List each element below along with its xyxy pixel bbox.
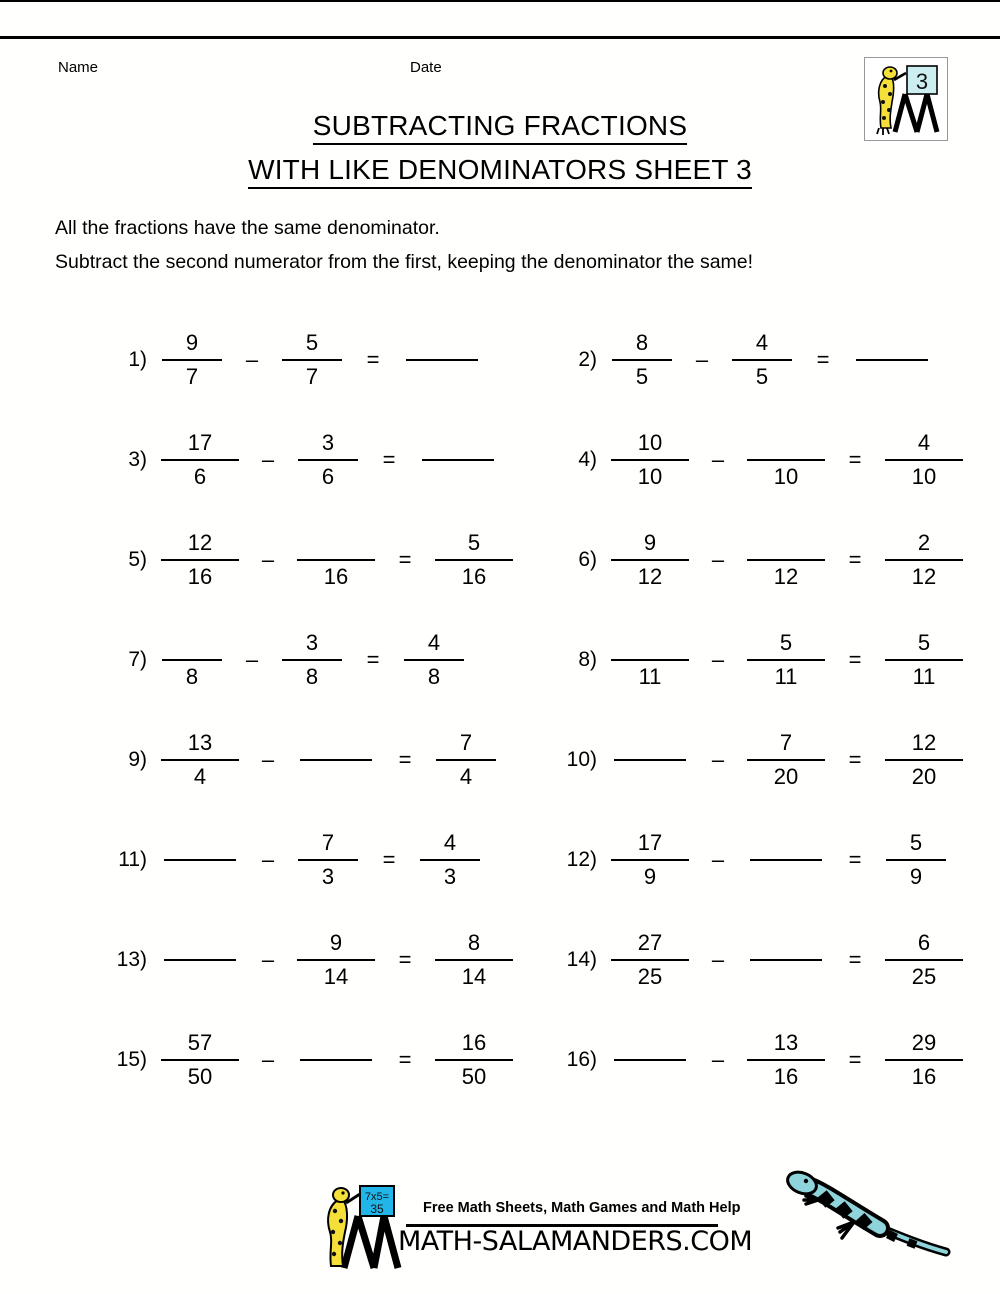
fraction-first-bar [161,559,239,561]
fraction-first-numerator: 9 [185,330,199,355]
fraction-first-bar [161,759,239,761]
problem-number: 14) [566,948,597,971]
fraction-answer [415,828,485,892]
fraction-second-bar [300,759,372,761]
fraction-first-denominator: 10 [637,464,663,489]
fraction-answer [881,728,967,792]
equals-operator: = [848,1047,862,1072]
fraction-second-bar [298,459,358,461]
problem-15 [95,1010,521,1110]
minus-operator: – [261,547,275,572]
minus-operator: – [711,947,725,972]
fraction-second [277,328,347,392]
fraction-first-numerator: 8 [635,330,649,355]
fraction-first [607,428,693,492]
fraction-answer [881,428,967,492]
equals-operator: = [398,1047,412,1072]
fraction-second-bar [297,959,375,961]
fraction-answer-numerator: 2 [917,530,931,555]
fraction-answer-denominator: 14 [461,964,487,989]
fraction-second-denominator: 10 [773,464,799,489]
fraction-first-denominator: 5 [635,364,649,389]
fraction-second [743,628,829,692]
fraction-answer-denominator: 25 [911,964,937,989]
fraction-first-bar [161,459,239,461]
fraction-answer-denominator: 3 [443,864,457,889]
fraction-first-blank[interactable] [157,828,243,892]
fraction-second-denominator: 8 [305,664,319,689]
fraction-answer-blank[interactable] [399,328,485,392]
equals-operator: = [366,347,380,372]
fraction-answer-bar [885,659,963,661]
fraction-second [293,828,363,892]
problem-5 [95,510,521,610]
fraction-second-numerator: 5 [779,630,793,655]
salamander-chalkboard-icon [865,58,947,140]
equals-operator: = [382,847,396,872]
fraction-answer-blank[interactable] [849,328,935,392]
page-title [0,104,1000,192]
minus-operator: – [245,347,259,372]
problem-number: 9) [128,748,147,771]
fraction-answer-denominator: 16 [461,564,487,589]
problem-number: 3) [128,448,147,471]
fraction-first-bar [162,659,222,661]
svg-text:3: 3 [915,69,929,94]
instructions [55,211,955,279]
fraction-answer-bar [885,959,963,961]
fraction-first-bar [162,359,222,361]
fraction-answer-bar [885,759,963,761]
instruction-line-1: All the fractions have the same denominator. [55,217,440,239]
fraction-answer-numerator: 4 [443,830,457,855]
fraction-first [607,328,677,392]
fraction-second-bar [750,859,822,861]
problem-row [0,810,1000,910]
fraction-second-numerator: 7 [779,730,793,755]
fraction-first-numerator: 17 [637,830,663,855]
problem-number: 6) [578,548,597,571]
problem-row [0,610,1000,710]
minus-operator: – [711,547,725,572]
fraction-first-denominator: 7 [185,364,199,389]
fraction-second-numerator: 4 [755,330,769,355]
problem-number: 13) [116,948,147,971]
fraction-first [607,528,693,592]
problem-1 [95,310,489,410]
fraction-first-numerator: 27 [637,930,663,955]
fraction-second-denominator: 16 [323,564,349,589]
instruction-line-2: Subtract the second numerator from the first, keeping the denominator the same! [55,251,754,273]
fraction-answer-denominator: 8 [427,664,441,689]
equals-operator: = [848,547,862,572]
footer-tagline: Free Math Sheets, Math Games and Math Help [423,1200,741,1216]
problem-10 [545,710,971,810]
decorative-salamander-icon [780,1162,960,1272]
fraction-second-bar [298,859,358,861]
fraction-first-denominator: 16 [187,564,213,589]
fraction-answer [431,1028,517,1092]
fraction-first[interactable] [157,628,227,692]
fraction-second-denominator: 14 [323,964,349,989]
fraction-answer-denominator: 50 [461,1064,487,1089]
problem-number: 12) [566,848,597,871]
fraction-second-denominator: 12 [773,564,799,589]
fraction-answer-blank[interactable] [415,428,501,492]
fraction-second-bar [282,359,342,361]
fraction-answer-bar [886,859,946,861]
problem-row [0,510,1000,610]
fraction-answer-bar [420,859,480,861]
fraction-first-bar [611,859,689,861]
sheet-number-logo [864,57,948,141]
fraction-answer [431,728,501,792]
fraction-second-bar [282,659,342,661]
fraction-answer-bar [885,459,963,461]
problem-number: 16) [566,1048,597,1071]
fraction-second-blank[interactable] [293,1028,379,1092]
fraction-first [157,1028,243,1092]
fraction-first-denominator: 50 [187,1064,213,1089]
fraction-first-bar [611,459,689,461]
fraction-second[interactable] [743,528,829,592]
equals-operator: = [848,947,862,972]
fraction-second-bar [747,559,825,561]
fraction-answer-bar [435,959,513,961]
fraction-first-bar [612,359,672,361]
problem-12 [545,810,955,910]
problem-8 [545,610,971,710]
fraction-answer-bar [435,559,513,561]
math-salamanders-logo [318,1178,753,1270]
fraction-second-bar [750,959,822,961]
problem-row [0,310,1000,410]
fraction-answer-denominator: 9 [909,864,923,889]
equals-operator: = [848,847,862,872]
problem-row [0,910,1000,1010]
fraction-first-blank[interactable] [157,928,243,992]
minus-operator: – [261,447,275,472]
fraction-answer [431,928,517,992]
fraction-answer-bar [885,559,963,561]
problem-3 [95,410,505,510]
fraction-first-denominator: 12 [637,564,663,589]
page-top-border [0,0,1000,2]
minus-operator: – [711,447,725,472]
equals-operator: = [366,647,380,672]
fraction-answer-numerator: 5 [917,630,931,655]
fraction-answer [881,628,967,692]
fraction-first [157,528,243,592]
fraction-second-blank[interactable] [743,928,829,992]
problem-number: 5) [128,548,147,571]
problem-number: 11) [118,848,147,871]
problem-number: 7) [128,648,147,671]
problem-row [0,710,1000,810]
equals-operator: = [848,747,862,772]
fraction-second-blank[interactable] [743,828,829,892]
fraction-answer-denominator: 10 [911,464,937,489]
fraction-second [293,428,363,492]
problem-13 [95,910,521,1010]
fraction-answer-numerator: 4 [917,430,931,455]
equals-operator: = [398,747,412,772]
fraction-answer-numerator: 8 [467,930,481,955]
fraction-second[interactable] [743,428,829,492]
fraction-answer-numerator: 16 [461,1030,487,1055]
equals-operator: = [398,947,412,972]
fraction-first [607,928,693,992]
minus-operator: – [711,647,725,672]
fraction-first-blank[interactable] [607,1028,693,1092]
fraction-second-bar [297,559,375,561]
problem-9 [95,710,505,810]
fraction-answer-bar [856,359,928,361]
fraction-answer [431,528,517,592]
minus-operator: – [261,747,275,772]
minus-operator: – [261,847,275,872]
fraction-first-numerator: 13 [187,730,213,755]
problem-2 [545,310,939,410]
fraction-second-bar [300,1059,372,1061]
problem-6 [545,510,971,610]
problem-row [0,1010,1000,1110]
minus-operator: – [695,347,709,372]
problem-number: 4) [578,448,597,471]
fraction-second-bar [747,759,825,761]
fraction-first-bar [164,959,236,961]
fraction-first-numerator: 9 [643,530,657,555]
fraction-answer-denominator: 11 [912,664,936,689]
equals-operator: = [848,647,862,672]
fraction-second-numerator: 13 [773,1030,799,1055]
fraction-answer [399,628,469,692]
fraction-second[interactable] [293,528,379,592]
problem-14 [545,910,971,1010]
fraction-answer-numerator: 12 [911,730,937,755]
fraction-answer [881,928,967,992]
fraction-answer-numerator: 7 [459,730,473,755]
title-line-1: SUBTRACTING FRACTIONS [0,104,1000,148]
board-text-bottom: 35 [370,1202,384,1216]
equals-operator: = [848,447,862,472]
fraction-second [277,628,347,692]
minus-operator: – [245,647,259,672]
fraction-second [743,728,829,792]
fraction-second-blank[interactable] [293,728,379,792]
minus-operator: – [711,747,725,772]
fraction-first-blank[interactable] [607,728,693,792]
footer-url: MATH-SALAMANDERS.COM [398,1226,753,1257]
fraction-first-numerator: 57 [187,1030,213,1055]
fraction-first-denominator: 11 [638,664,662,689]
fraction-second-numerator: 3 [321,430,335,455]
problem-number: 2) [578,348,597,371]
problem-row [0,410,1000,510]
fraction-second-denominator: 20 [773,764,799,789]
fraction-answer-bar [436,759,496,761]
fraction-second-denominator: 3 [321,864,335,889]
fraction-first-numerator: 10 [637,430,663,455]
fraction-second-bar [747,659,825,661]
date-label: Date [410,59,442,76]
fraction-second [743,1028,829,1092]
fraction-first-denominator: 8 [185,664,199,689]
problem-grid [0,310,1000,1110]
board-text-top: 7x5= [364,1191,390,1203]
problem-number: 1) [128,348,147,371]
fraction-first [607,828,693,892]
fraction-second-bar [747,459,825,461]
fraction-answer-denominator: 12 [911,564,937,589]
problem-number: 10) [566,748,597,771]
fraction-second-bar [747,1059,825,1061]
minus-operator: – [711,847,725,872]
fraction-answer-numerator: 4 [427,630,441,655]
fraction-answer-bar [885,1059,963,1061]
fraction-first-bar [164,859,236,861]
title-line-2: WITH LIKE DENOMINATORS SHEET 3 [0,148,1000,192]
fraction-answer-numerator: 5 [467,530,481,555]
fraction-first[interactable] [607,628,693,692]
problem-number: 8) [578,648,597,671]
problem-11 [95,810,489,910]
fraction-first-bar [614,1059,686,1061]
fraction-second-denominator: 11 [774,664,798,689]
minus-operator: – [711,1047,725,1072]
fraction-answer-bar [422,459,494,461]
fraction-second-numerator: 7 [321,830,335,855]
fraction-second [293,928,379,992]
fraction-answer [881,828,951,892]
fraction-answer-bar [435,1059,513,1061]
fraction-answer-bar [404,659,464,661]
equals-operator: = [398,547,412,572]
equals-operator: = [816,347,830,372]
fraction-second [727,328,797,392]
fraction-answer-denominator: 4 [459,764,473,789]
fraction-first-bar [611,559,689,561]
problem-4 [545,410,971,510]
fraction-first-numerator: 12 [187,530,213,555]
fraction-first [157,328,227,392]
problem-7 [95,610,473,710]
fraction-second-numerator: 3 [305,630,319,655]
problem-number: 15) [116,1048,147,1071]
minus-operator: – [261,1047,275,1072]
fraction-answer-numerator: 6 [917,930,931,955]
fraction-first [157,428,243,492]
fraction-first [157,728,243,792]
equals-operator: = [382,447,396,472]
fraction-answer-denominator: 20 [911,764,937,789]
fraction-second-numerator: 9 [329,930,343,955]
page-header-rule [0,36,1000,39]
fraction-answer-bar [406,359,478,361]
fraction-first-bar [614,759,686,761]
page-footer [0,1170,1000,1280]
fraction-answer-denominator: 16 [911,1064,937,1089]
fraction-second-denominator: 6 [321,464,335,489]
fraction-first-denominator: 4 [193,764,207,789]
fraction-second-bar [732,359,792,361]
fraction-first-bar [611,959,689,961]
fraction-second-numerator: 5 [305,330,319,355]
fraction-answer-numerator: 29 [911,1030,937,1055]
fraction-first-denominator: 6 [193,464,207,489]
problem-16 [545,1010,971,1110]
fraction-first-bar [611,659,689,661]
fraction-first-denominator: 9 [643,864,657,889]
minus-operator: – [261,947,275,972]
fraction-second-denominator: 5 [755,364,769,389]
fraction-answer [881,528,967,592]
fraction-answer-numerator: 5 [909,830,923,855]
fraction-second-denominator: 7 [305,364,319,389]
fraction-answer [881,1028,967,1092]
fraction-first-denominator: 25 [637,964,663,989]
fraction-second-denominator: 16 [773,1064,799,1089]
fraction-first-numerator: 17 [187,430,213,455]
fraction-first-bar [161,1059,239,1061]
name-label: Name [58,59,99,76]
